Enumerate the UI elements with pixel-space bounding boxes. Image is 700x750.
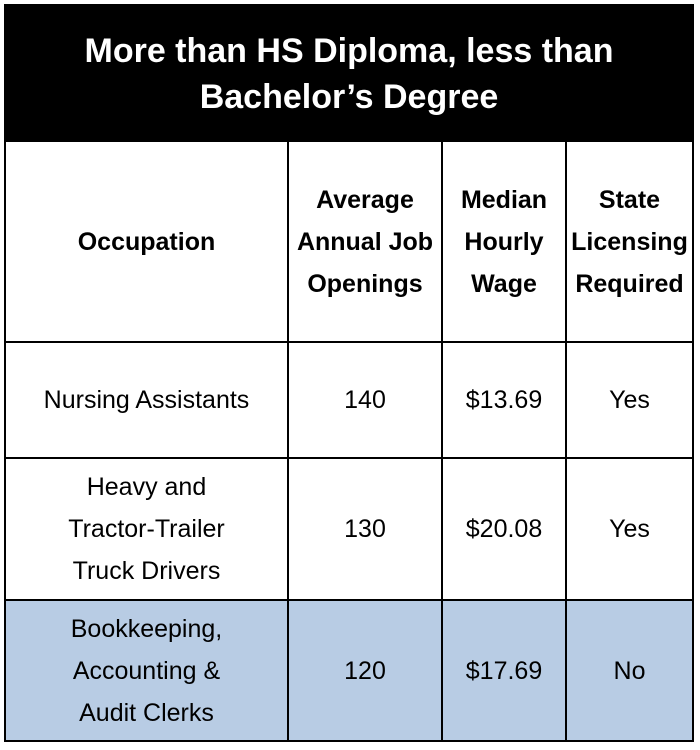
table-row <box>6 342 692 458</box>
cell-value: Yes <box>609 515 650 543</box>
header-row <box>6 142 692 342</box>
cell-openings <box>288 600 442 740</box>
column-header-label: Occupation <box>77 227 216 256</box>
cell-wage <box>442 600 566 740</box>
table-row <box>6 600 692 740</box>
cell-licensing <box>566 458 692 600</box>
cell-occupation <box>6 458 288 600</box>
data-table <box>6 142 692 740</box>
cell-value: Heavy and Tractor-Trailer Truck Drivers <box>68 473 225 585</box>
cell-occupation <box>6 600 288 740</box>
column-header-label: Median Hourly Wage <box>460 185 548 298</box>
occupation-table <box>4 4 694 742</box>
column-header-label: State Licensing Required <box>571 185 688 298</box>
column-header-label: Average Annual Job Openings <box>296 185 434 298</box>
table-row <box>6 458 692 600</box>
cell-wage <box>442 458 566 600</box>
cell-value: Bookkeeping, Accounting & Audit Clerks <box>70 614 223 727</box>
column-header-wage <box>442 142 566 342</box>
cell-value: No <box>613 656 646 685</box>
cell-value: $17.69 <box>465 656 543 685</box>
table-title <box>6 6 692 142</box>
cell-value: $13.69 <box>465 386 543 414</box>
column-header-openings <box>288 142 442 342</box>
column-header-licensing <box>566 142 692 342</box>
cell-value: 140 <box>344 386 386 414</box>
cell-value: 120 <box>344 656 386 685</box>
cell-value: Yes <box>609 386 650 414</box>
cell-occupation <box>6 342 288 458</box>
column-header-occupation <box>6 142 288 342</box>
cell-licensing <box>566 600 692 740</box>
cell-openings <box>288 342 442 458</box>
cell-value: 130 <box>344 515 386 543</box>
table-title-text: More than HS Diploma, less than Bachelor’s Degree <box>84 32 614 116</box>
cell-value: $20.08 <box>465 515 543 543</box>
cell-licensing <box>566 342 692 458</box>
cell-wage <box>442 342 566 458</box>
cell-openings <box>288 458 442 600</box>
cell-value: Nursing Assistants <box>43 386 250 414</box>
